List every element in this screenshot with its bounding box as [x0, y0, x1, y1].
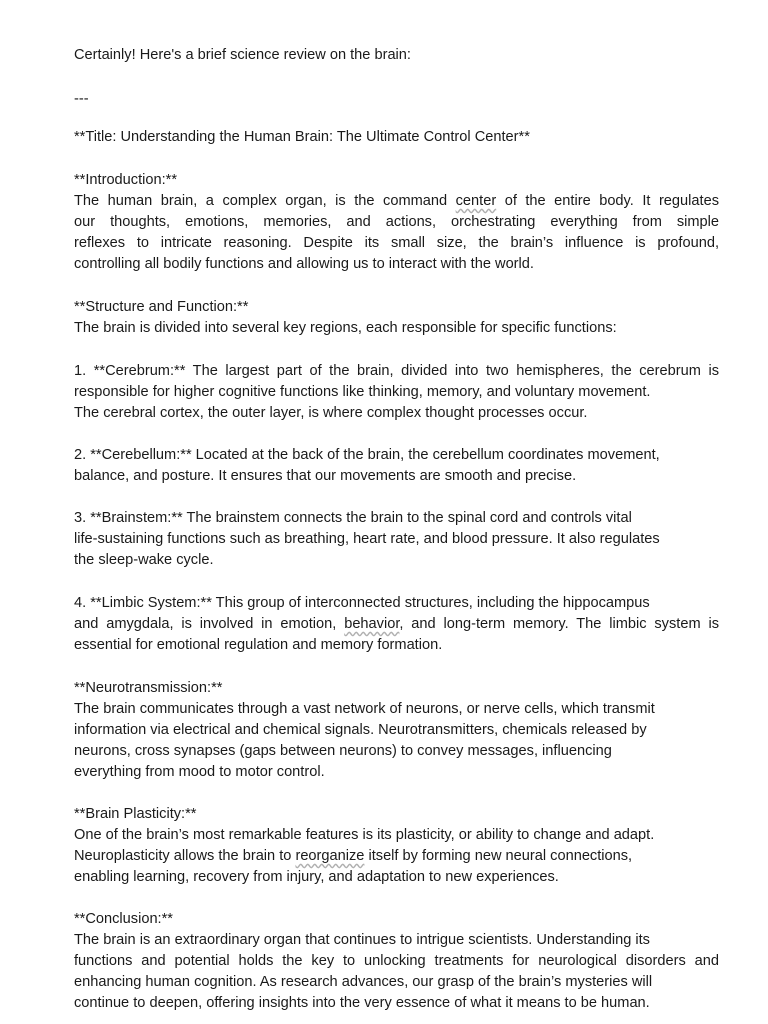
spellcheck-word: behavior [344, 616, 400, 632]
cerebellum-line-2: balance, and posture. It ensures that our movements are smooth and precise. [74, 468, 577, 484]
structure-text: The brain is divided into several key regions, each responsible for specific functions: [74, 320, 617, 336]
plasticity-line-3: enabling learning, recovery from injury, and adaptation to new experiences. [74, 869, 559, 885]
introduction-line-1: The human brain, a complex organ, is the command center of the entire body. It regulates [74, 193, 719, 209]
conclusion-line-2: functions and potential holds the key to unlocking treatments for neurological disorders and [74, 953, 719, 969]
introduction-line-3: reflexes to intricate reasoning. Despite its small size, the brain’s influence is profound, [74, 235, 719, 251]
separator: --- [74, 91, 89, 107]
cerebrum-line-2: responsible for higher cognitive functions like thinking, memory, and voluntary movement. [74, 384, 651, 400]
conclusion-heading: **Conclusion:** [74, 911, 173, 927]
neurotransmission-line-2: information via electrical and chemical signals. Neurotransmitters, chemicals released by [74, 722, 647, 738]
neurotransmission-line-3: neurons, cross synapses (gaps between neurons) to convey messages, influencing [74, 743, 612, 759]
brainstem-line-2: life-sustaining functions such as breathing, heart rate, and blood pressure. It also regulates [74, 531, 660, 547]
limbic-line-3: essential for emotional regulation and memory formation. [74, 637, 443, 653]
plasticity-heading: **Brain Plasticity:** [74, 806, 197, 822]
brainstem-line-3: the sleep-wake cycle. [74, 552, 214, 568]
introduction-line-2: our thoughts, emotions, memories, and actions, orchestrating everything from simple [74, 214, 719, 230]
brainstem-line-1: 3. **Brainstem:** The brainstem connects the brain to the spinal cord and controls vital [74, 510, 632, 526]
structure-heading: **Structure and Function:** [74, 299, 249, 315]
limbic-line-2: and amygdala, is involved in emotion, behavior, and long-term memory. The limbic system is [74, 616, 719, 632]
plasticity-line-2: Neuroplasticity allows the brain to reorganize itself by forming new neural connections, [74, 848, 633, 864]
introduction-heading: **Introduction:** [74, 172, 178, 188]
neurotransmission-line-1: The brain communicates through a vast network of neurons, or nerve cells, which transmit [74, 701, 655, 717]
neurotransmission-line-4: everything from mood to motor control. [74, 764, 325, 780]
plasticity-line-1: One of the brain’s most remarkable features is its plasticity, or ability to change and adapt. [74, 827, 655, 843]
conclusion-line-1: The brain is an extraordinary organ that continues to intrigue scientists. Understanding its [74, 932, 650, 948]
cerebrum-line-1: 1. **Cerebrum:** The largest part of the brain, divided into two hemispheres, the cerebrum is [74, 363, 719, 379]
introduction-line-4: controlling all bodily functions and allowing us to interact with the world. [74, 256, 534, 272]
limbic-line-1: 4. **Limbic System:** This group of interconnected structures, including the hippocampus [74, 595, 650, 611]
conclusion-line-3: enhancing human cognition. As research advances, our grasp of the brain’s mysteries will [74, 974, 653, 990]
spellcheck-word: center [455, 193, 497, 209]
spellcheck-word: reorganize [295, 848, 365, 864]
neurotransmission-heading: **Neurotransmission:** [74, 680, 223, 696]
conclusion-line-4: continue to deepen, offering insights into the very essence of what it means to be human. [74, 995, 650, 1011]
cerebellum-line-1: 2. **Cerebellum:** Located at the back of the brain, the cerebellum coordinates movement, [74, 447, 660, 463]
document-title: **Title: Understanding the Human Brain: The Ultimate Control Center** [74, 129, 530, 145]
intro-line: Certainly! Here's a brief science review on the brain: [74, 47, 411, 63]
cerebrum-line-3: The cerebral cortex, the outer layer, is where complex thought processes occur. [74, 405, 588, 421]
